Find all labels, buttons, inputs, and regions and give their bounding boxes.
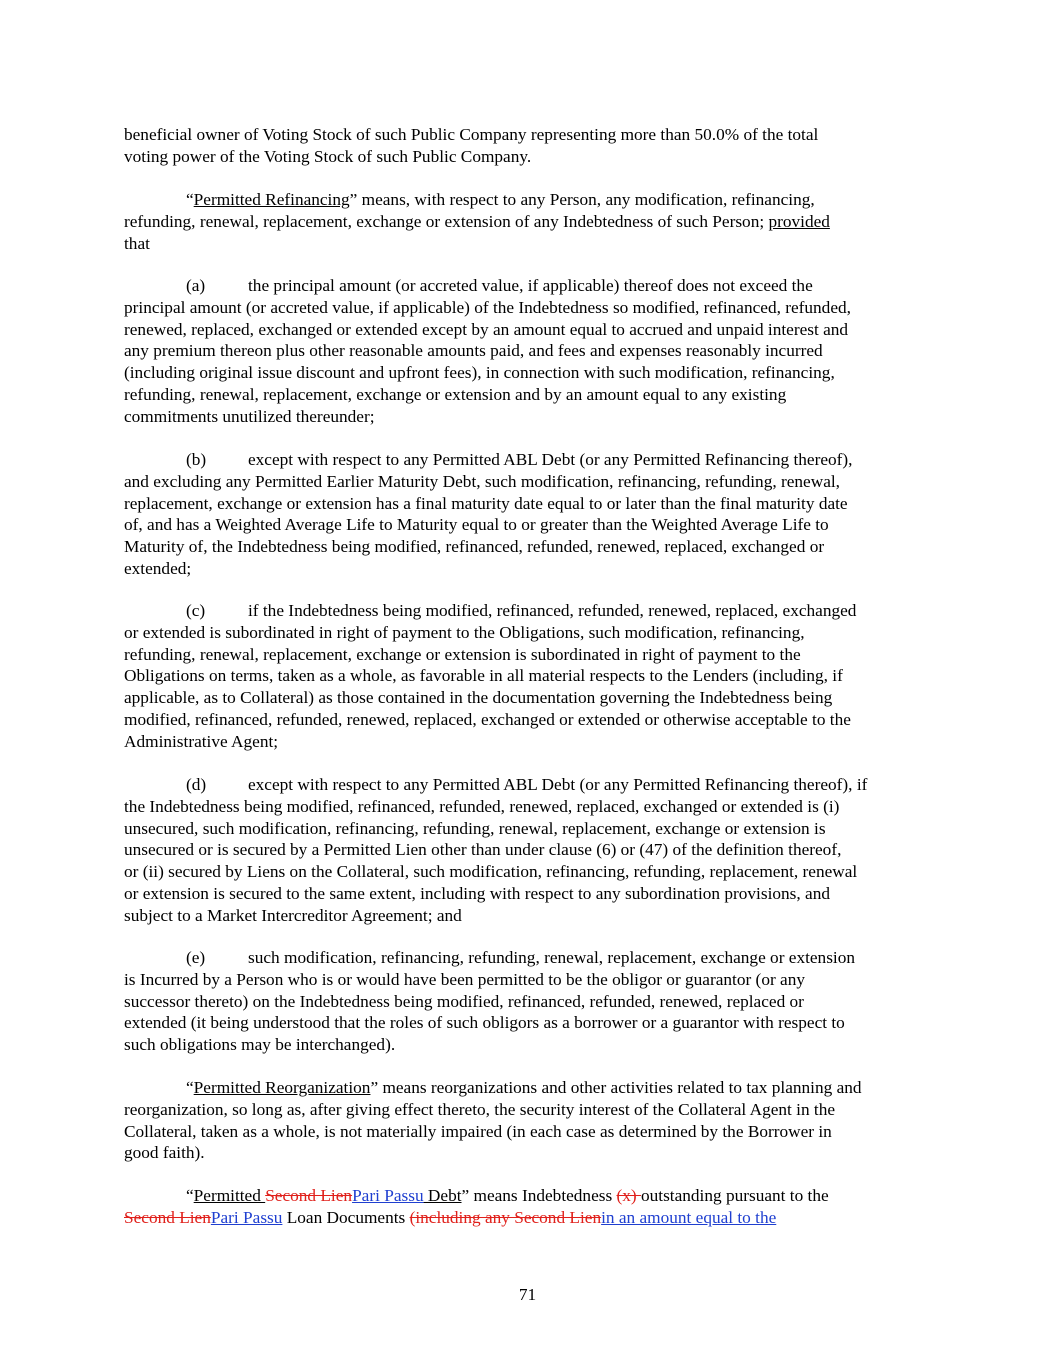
text-line: Collateral, taken as a whole, is not materially impaired (in each case as determined by the Borrower in xyxy=(124,1121,832,1141)
clause-c xyxy=(124,600,936,753)
clause-e xyxy=(124,947,936,1056)
text-line: any premium thereon plus other reasonable amounts paid, and fees and expenses reasonably incurred xyxy=(124,341,823,361)
text-line: modified, refinanced, refunded, renewed, replaced, exchanged or extended or otherwise acceptable to the xyxy=(124,709,851,729)
text-line xyxy=(124,189,936,211)
text-line: commitments unutilized thereunder; xyxy=(124,406,375,426)
defined-term-part: Permitted xyxy=(193,1186,266,1205)
intro-paragraph xyxy=(124,124,936,168)
text-line: or extension is secured to the same extent, including with respect to any subordination provisions, and xyxy=(124,883,830,903)
text-line: extended (it being understood that the roles of such obligors as a borrower or a guarantor with respect to xyxy=(124,1013,845,1033)
text-run: ” means, with respect to any Person, any modification, refinancing, xyxy=(349,190,815,209)
definition-permitted-reorganization xyxy=(124,1077,936,1164)
clause-b xyxy=(124,449,936,580)
text-line: applicable, as to Collateral) as those contained in the documentation governing the Indebtedness being xyxy=(124,688,833,708)
text-line: replacement, exchange or extension has a final maturity date equal to or later than the final maturity date xyxy=(124,493,848,513)
text-line: good faith). xyxy=(124,1143,205,1163)
inserted-text: in an amount equal to the xyxy=(601,1207,777,1227)
text-line: subject to a Market Intercreditor Agreement; and xyxy=(124,905,462,925)
text-run: if the Indebtedness being modified, refinanced, refunded, renewed, replaced, exchanged xyxy=(248,601,857,620)
text-run: refunding, renewal, replacement, exchange or extension of any Indebtedness of such Person; xyxy=(124,211,769,231)
text-line: renewed, replaced, exchanged or extended except by an amount equal to accrued and unpaid interest and xyxy=(124,319,849,339)
text-line xyxy=(124,600,936,622)
text-line xyxy=(124,275,936,297)
page-number: 71 xyxy=(518,1285,537,1304)
text-line: beneficial owner of Voting Stock of such Public Company representing more than 50.0% of the total xyxy=(124,125,819,144)
text-line xyxy=(124,211,936,233)
clause-marker: (a) xyxy=(186,276,206,295)
text-line: unsecured or is secured by a Permitted Lien other than under clause (6) or (47) of the definition thereof, xyxy=(124,840,842,860)
text-line: principal amount (or accreted value, if applicable) of the Indebtedness so modified, refinanced, refunded, xyxy=(124,297,851,317)
text-line: Maturity of, the Indebtedness being modified, refinanced, refunded, renewed, replaced, exchanged or xyxy=(124,537,825,557)
text-line: such obligations may be interchanged). xyxy=(124,1035,396,1055)
clause-marker: (d) xyxy=(186,775,207,794)
defined-term: Permitted Reorganization xyxy=(193,1078,371,1097)
clause-a xyxy=(124,275,936,428)
inserted-text: Pari Passu xyxy=(352,1186,424,1205)
text-line xyxy=(124,947,936,969)
text-line: Administrative Agent; xyxy=(124,731,279,751)
open-quote: “ xyxy=(186,190,194,209)
text-line: that xyxy=(124,233,150,253)
definition-permitted-pari-passu-debt xyxy=(124,1185,936,1229)
provided-term: provided xyxy=(768,211,830,231)
deleted-text: (x) xyxy=(616,1186,641,1205)
text-line: Obligations on terms, taken as a whole, as favorable in all material respects to the Lenders (including, if xyxy=(124,666,843,686)
clause-d xyxy=(124,774,936,927)
defined-term: Permitted Refinancing xyxy=(193,190,350,209)
text-line: extended; xyxy=(124,558,192,578)
text-line: voting power of the Voting Stock of such Public Company. xyxy=(124,146,532,166)
open-quote: “ xyxy=(186,1078,194,1097)
text-line: is Incurred by a Person who is or would have been permitted to be the obligor or guarantor (or any xyxy=(124,969,805,989)
text-line xyxy=(124,449,936,471)
text-run: except with respect to any Permitted ABL Debt (or any Permitted Refinancing thereof), xyxy=(248,450,853,469)
text-line xyxy=(124,774,936,796)
text-run: Loan Documents xyxy=(282,1207,410,1227)
text-line: refunding, renewal, replacement, exchange or extension is subordinated in right of payment to the xyxy=(124,644,801,664)
text-line: (including original issue discount and upfront fees), in connection with such modification, refinancing, xyxy=(124,363,835,383)
text-run: ” means Indebtedness xyxy=(461,1186,617,1205)
text-line: successor thereto) on the Indebtedness being modified, refinanced, refunded, renewed, replaced or xyxy=(124,991,804,1011)
text-line: unsecured, such modification, refinancing, refunding, renewal, replacement, exchange or extension is xyxy=(124,818,826,838)
deleted-text: (including any Second Lien xyxy=(409,1207,602,1227)
clause-marker: (e) xyxy=(186,948,206,967)
deleted-text: Second Lien xyxy=(265,1186,353,1205)
clause-marker: (c) xyxy=(186,601,206,620)
text-line xyxy=(124,1077,936,1099)
text-run: except with respect to any Permitted ABL Debt (or any Permitted Refinancing thereof), if xyxy=(248,775,868,794)
text-run: outstanding pursuant to the xyxy=(641,1186,829,1205)
text-line: the Indebtedness being modified, refinanced, refunded, renewed, replaced, exchanged or extended is (i) xyxy=(124,796,840,816)
inserted-text: Pari Passu xyxy=(210,1207,283,1227)
text-run: ” means reorganizations and other activities related to tax planning and xyxy=(370,1078,862,1097)
text-line xyxy=(124,1185,936,1207)
text-line: or (ii) secured by Liens on the Collateral, such modification, refinancing, refunding, replacement, renewal xyxy=(124,862,858,882)
deleted-text: Second Lien xyxy=(124,1207,211,1227)
open-quote: “ xyxy=(186,1186,194,1205)
text-run: such modification, refinancing, refunding, renewal, replacement, exchange or extension xyxy=(248,948,856,967)
text-line: or extended is subordinated in right of payment to the Obligations, such modification, refinancing, xyxy=(124,622,805,642)
defined-term-part: Debt xyxy=(423,1186,462,1205)
text-line xyxy=(124,1207,936,1229)
text-line: reorganization, so long as, after giving effect thereto, the security interest of the Collateral Agent in the xyxy=(124,1099,836,1119)
text-line: and excluding any Permitted Earlier Maturity Debt, such modification, refinancing, refunding, renewal, xyxy=(124,471,840,491)
clause-marker: (b) xyxy=(186,450,207,469)
definition-permitted-refinancing xyxy=(124,189,936,254)
text-run: the principal amount (or accreted value, if applicable) thereof does not exceed the xyxy=(248,276,813,295)
text-line: of, and has a Weighted Average Life to Maturity equal to or greater than the Weighted Average Life to xyxy=(124,515,829,535)
text-line: refunding, renewal, replacement, exchange or extension and by an amount equal to any existing xyxy=(124,384,787,404)
